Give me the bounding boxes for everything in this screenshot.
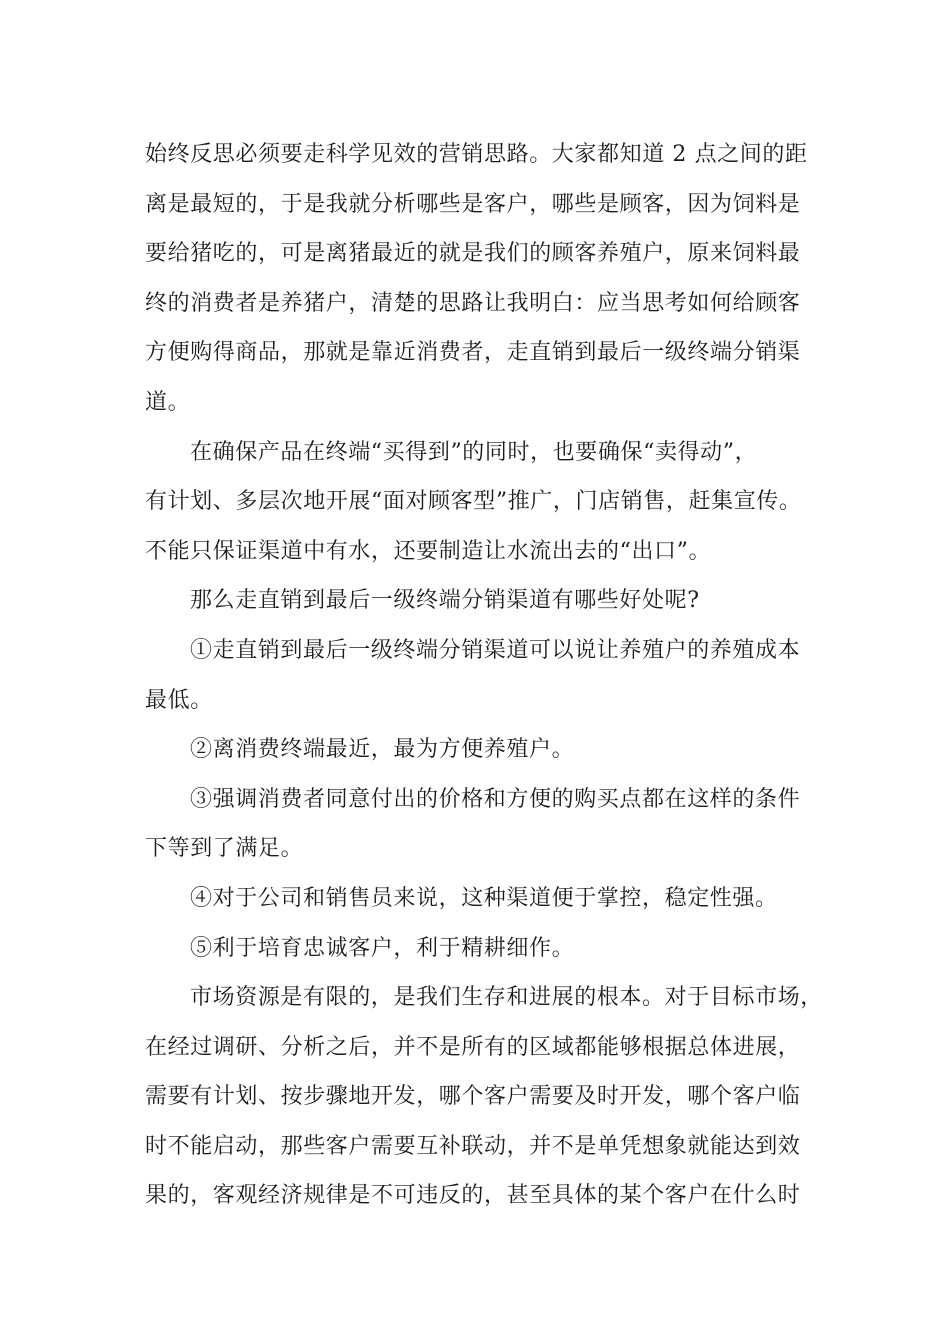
text-line: 果的，客观经济规律是不可违反的，甚至具体的某个客户在什么时 [145,1183,801,1209]
text-line: 有计划、多层次地开展“面对顾客型”推广，门店销售，赶集宣传。 [145,489,802,515]
text-line: 不能只保证渠道中有水，还要制造让水流出去的“出口”。 [145,538,712,564]
text-line: 离是最短的，于是我就分析哪些是客户，哪些是顾客，因为饲料是 [145,191,801,217]
text-line: ①走直销到最后一级终端分销渠道可以说让养殖户的养殖成本 [190,637,801,663]
text-line: 在确保产品在终端“买得到”的同时，也要确保“卖得动”， [190,439,758,465]
text-line: 在经过调研、分析之后，并不是所有的区域都能够根据总体进展， [145,1034,801,1060]
text-line: 最低。 [145,687,213,713]
text-line: 要给猪吃的，可是离猪最近的就是我们的顾客养殖户，原来饲料最 [145,241,801,267]
text-line: 那么走直销到最后一级终端分销渠道有哪些好处呢? [190,588,700,614]
text-line: 需要有计划、按步骤地开发，哪个客户需要及时开发，哪个客户临 [145,1084,801,1110]
text-line: ③强调消费者同意付出的价格和方便的购买点都在这样的条件 [190,786,801,812]
text-line: ④对于公司和销售员来说，这种渠道便于掌控，稳定性强。 [190,885,778,911]
text-line: 道。 [145,389,191,415]
text-line: 方便购得商品，那就是靠近消费者，走直销到最后一级终端分销渠 [145,340,801,366]
text-line: ⑤利于培育忠诚客户，利于精耕细作。 [190,935,575,961]
text-line: 市场资源是有限的，是我们生存和进展的根本。对于目标市场， [190,985,823,1011]
text-line: 始终反思必须要走科学见效的营销思路。大家都知道 2 点之间的距 [145,142,808,167]
body-text [145,130,823,1221]
text-line: ②离消费终端最近，最为方便养殖户。 [190,737,575,763]
text-line: 终的消费者是养猪户，清楚的思路让我明白：应当思考如何给顾客 [145,290,801,316]
text-line: 下等到了满足。 [145,836,304,862]
text-line: 时不能启动，那些客户需要互补联动，并不是单凭想象就能达到效 [145,1133,801,1159]
